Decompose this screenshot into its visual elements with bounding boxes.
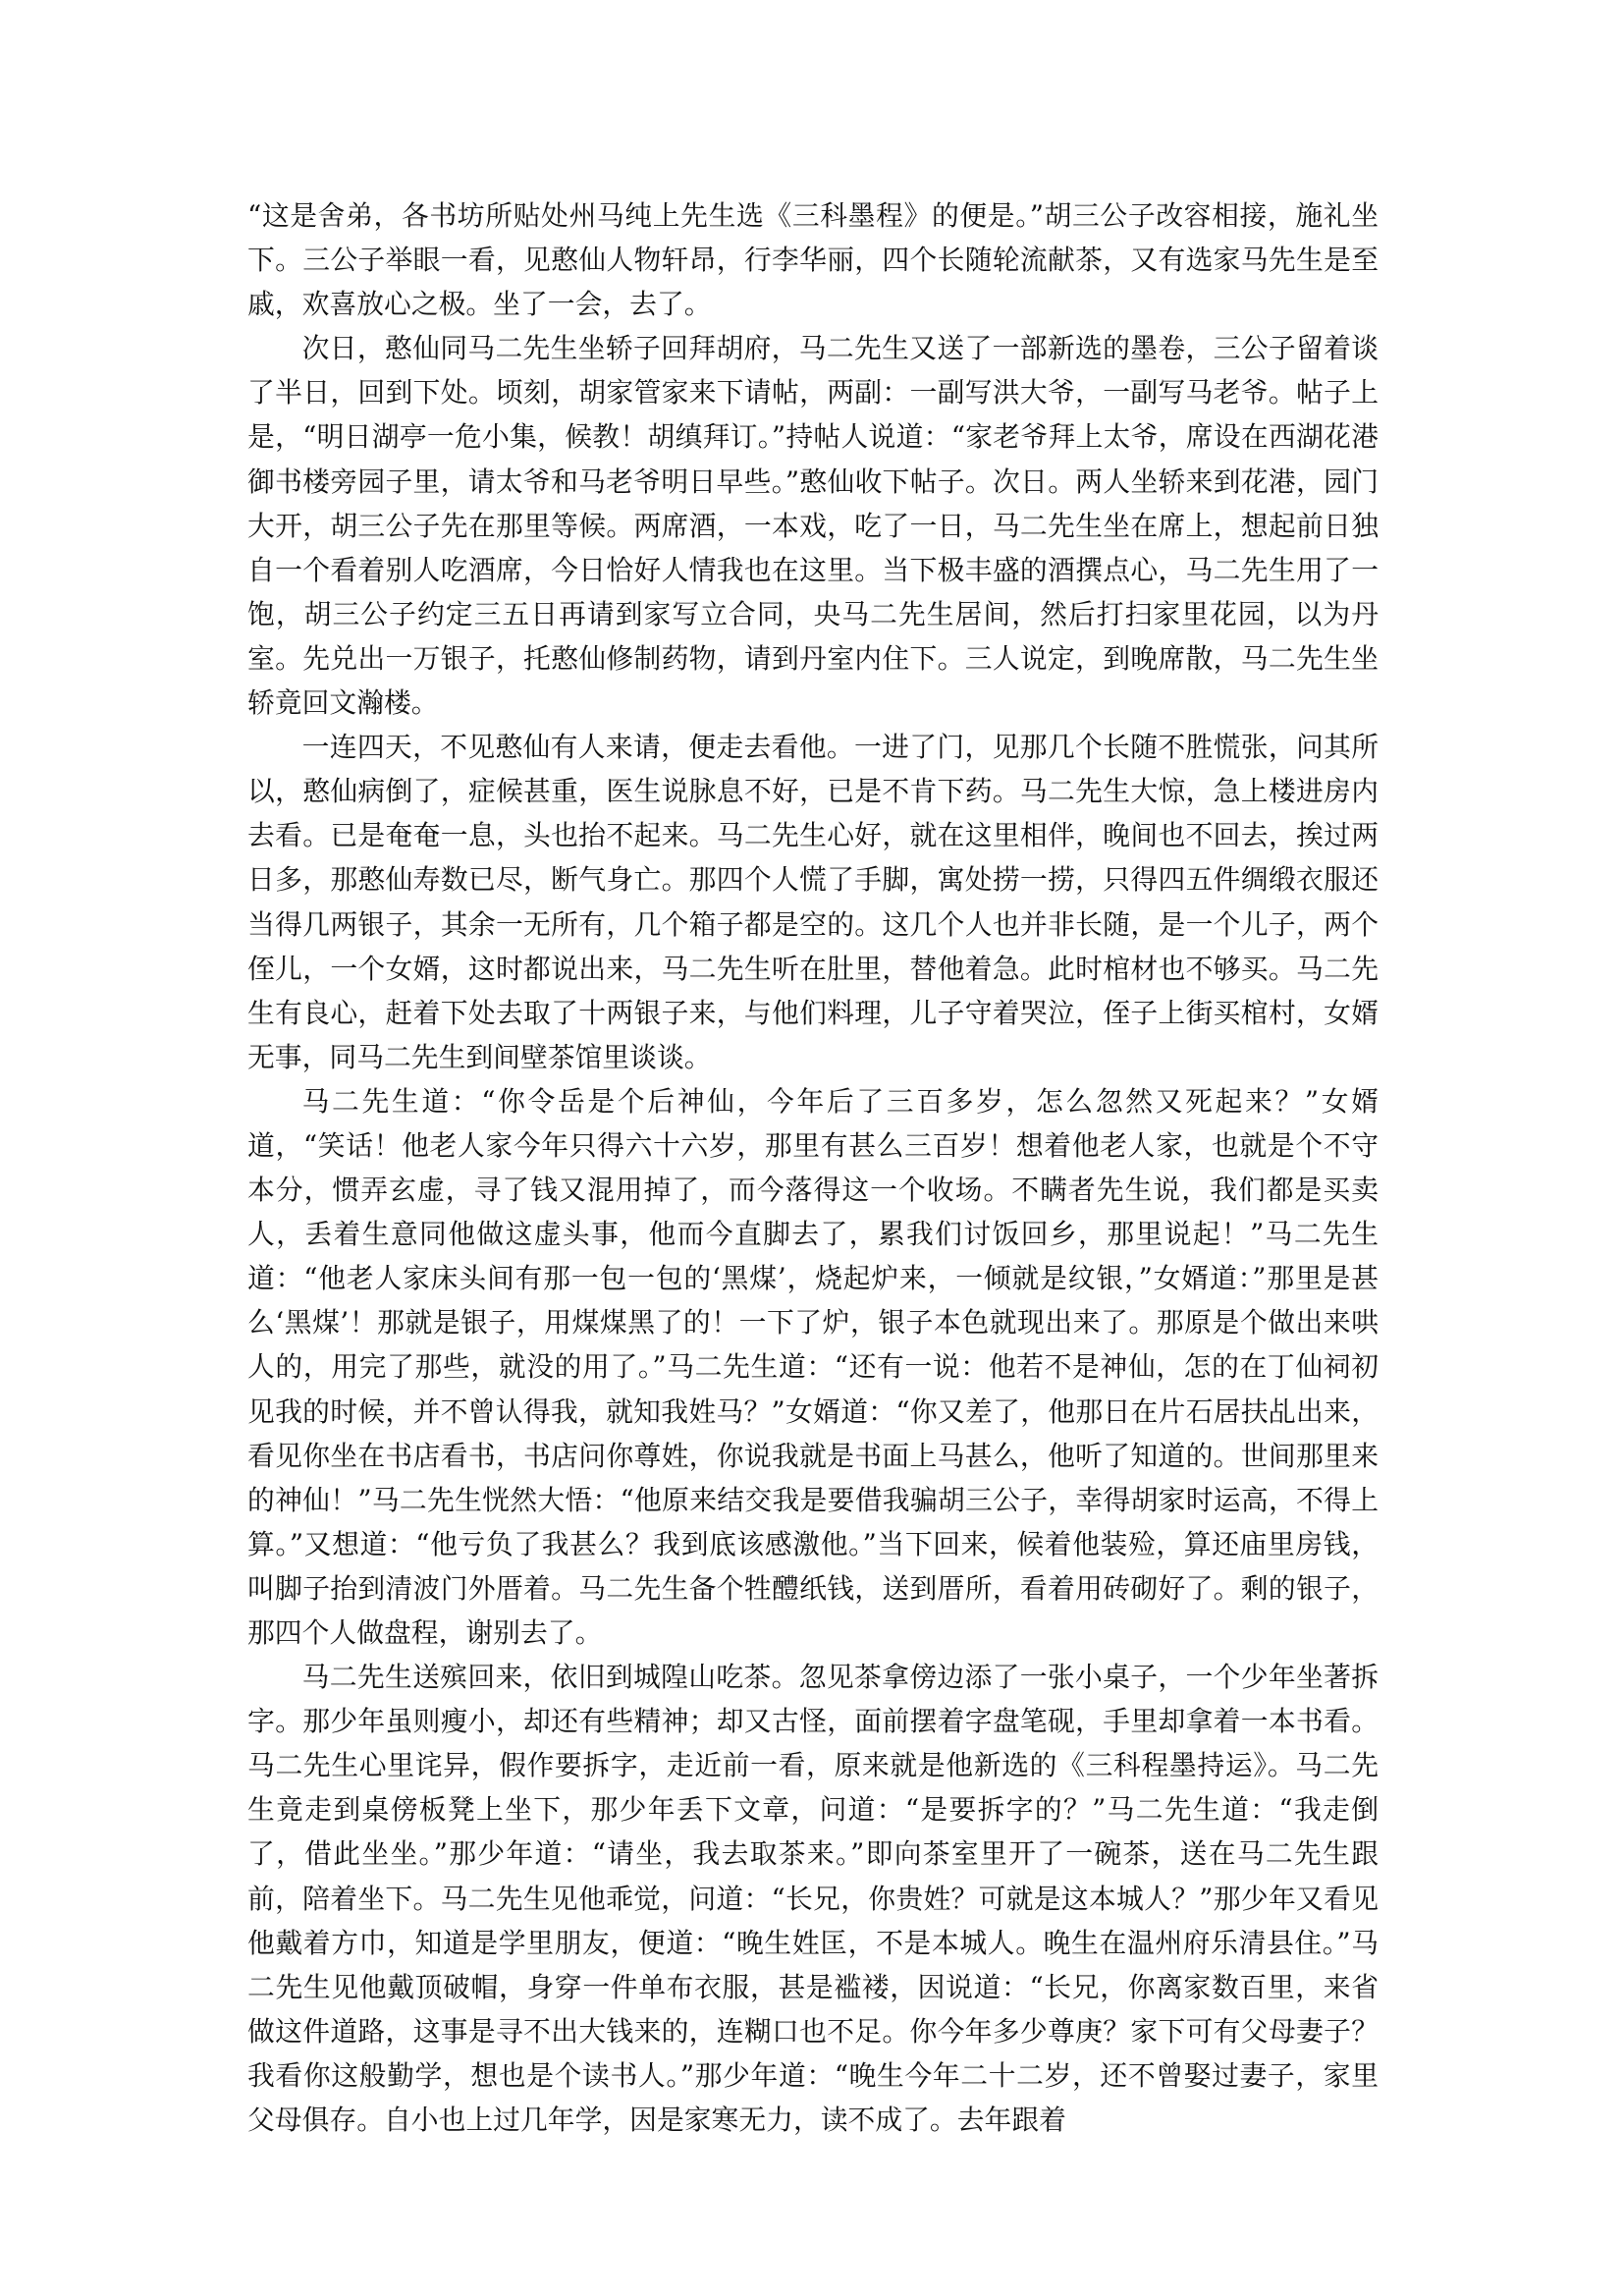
paragraph-2: 次日，憨仙同马二先生坐轿子回拜胡府，马二先生又送了一部新选的墨卷，三公子留着谈了半日，回到下处。顷刻，胡家管家来下请帖，两副：一副写洪大爷，一副写马老爷。帖子上是，“明日湖亭一危小集，候教！胡缜拜订。”持帖人说道：“家老爷拜上太爷，席设在西湖花港御书楼旁园子里，请太爷和马老爷明日早些。”憨仙收下帖子。次日。两人坐轿来到花港，园门大开，胡三公子先在那里等候。两席酒，一本戏，吃了一日，马二先生坐在席上，想起前日独自一个看着别人吃酒席，今日恰好人情我也在这里。当下极丰盛的酒撰点心，马二先生用了一饱，胡三公子约定三五日再请到家写立合同，央马二先生居间，然后打扫家里花园，以为丹室。先兑出一万银子，托憨仙修制药物，请到丹室内住下。三人说定，到晚席散，马二先生坐轿竟回文瀚楼。: [247, 332, 1379, 720]
paragraph-3: 一连四天，不见憨仙有人来请，便走去看他。一进了门，见那几个长随不胜慌张，问其所以，憨仙病倒了，症候甚重，医生说脉息不好，已是不肯下药。马二先生大惊，急上楼进房内去看。已是奄奄一息，头也抬不起来。马二先生心好，就在这里相伴，晚间也不回去，挨过两日多，那憨仙寿数已尽，断气身亡。那四个人慌了手脚，寓处捞一捞，只得四五件绸缎衣服还当得几两银子，其余一无所有，几个箱子都是空的。这几个人也并非长随，是一个儿子，两个侄儿，一个女婿，这时都说出来，马二先生听在肚里，替他着急。此时棺材也不够买。马二先生有良心，赶着下处去取了十两银子来，与他们料理，儿子守着哭泣，侄子上街买棺村，女婿无事，同马二先生到间壁茶馆里谈谈。: [247, 731, 1379, 1073]
paragraph-4: 马二先生道：“你令岳是个后神仙，今年后了三百多岁，怎么忽然又死起来？”女婿道，“笑话！他老人家今年只得六十六岁，那里有甚么三百岁！想着他老人家，也就是个不守本分，惯弄玄虚，寻了钱又混用掉了，而今落得这一个收场。不瞒者先生说，我们都是买卖人，丢着生意同他做这虚头事，他而今直脚去了，累我们讨饭回乡，那里说起！”马二先生道：“他老人家床头间有那一包一包的‘黑煤’，烧起炉来，一倾就是纹银，”女婿道：”那里是甚么‘黑煤’！那就是银子，用煤煤黑了的！一下了炉，银子本色就现出来了。那原是个做出来哄人的，用完了那些，就没的用了。”马二先生道：“还有一说：他若不是神仙，怎的在丁仙祠初见我的时候，并不曾认得我，就知我姓马？”女婿道：“你又差了，他那日在片石居扶乩出来，看见你坐在书店看书，书店问你尊姓，你说我就是书面上马甚么，他听了知道的。世间那里来的神仙！”马二先生恍然大悟：“他原来结交我是要借我骗胡三公子，幸得胡家时运高，不得上算。”又想道：“他亏负了我甚么？我到底该感激他。”当下回来，候着他装殓，算还庙里房钱，叫脚子抬到清波门外厝着。马二先生备个牲醴纸钱，送到厝所，看着用砖砌好了。剩的银子，那四个人做盘程，谢别去了。: [247, 1084, 1379, 1649]
body-text: [247, 193, 1379, 2142]
paragraph-5: 马二先生送殡回来，依旧到城隍山吃茶。忽见茶拿傍边添了一张小桌子，一个少年坐著拆字。那少年虽则瘦小，却还有些精神；却又古怪，面前摆着字盘笔砚，手里却拿着一本书看。马二先生心里诧异，假作要拆字，走近前一看，原来就是他新选的《三科程墨持运》。马二先生竟走到桌傍板凳上坐下，那少年丢下文章，问道：“是要拆字的？”马二先生道：“我走倒了，借此坐坐。”那少年道：“请坐，我去取茶来。”即向茶室里开了一碗茶，送在马二先生跟前，陪着坐下。马二先生见他乖觉，问道：“长兄，你贵姓？可就是这本城人？”那少年又看见他戴着方巾，知道是学里朋友，便道：“晚生姓匡，不是本城人。晚生在温州府乐清县住。”马二先生见他戴顶破帽，身穿一件单布衣服，甚是褴褛，因说道：“长兄，你离家数百里，来省做这件道路，这事是寻不出大钱来的，连糊口也不足。你今年多少尊庚？家下可有父母妻子？我看你这般勤学，想也是个读书人。”那少年道：“晚生今年二十二岁，还不曾娶过妻子，家里父母俱存。自小也上过几年学，因是家寒无力，读不成了。去年跟着: [247, 1661, 1379, 2137]
paragraph-1: “这是舍弟，各书坊所贴处州马纯上先生选《三科墨程》的便是。”胡三公子改容相接，施礼坐下。三公子举眼一看，见憨仙人物轩昂，行李华丽，四个长随轮流献茶，又有选家马先生是至戚，欢喜放心之极。坐了一会，去了。: [247, 199, 1379, 321]
